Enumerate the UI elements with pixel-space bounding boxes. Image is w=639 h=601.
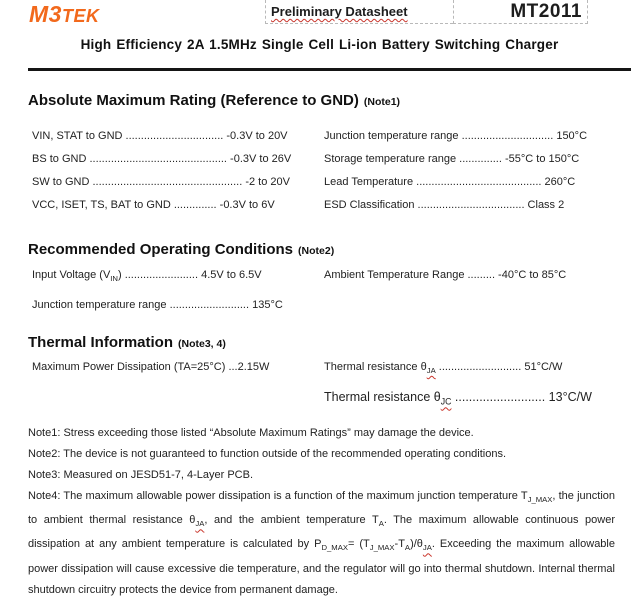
spec-line: Thermal resistance $\theta_{JA}$ ........................... 51°C/W xyxy=(324,361,563,376)
spec-line: ESD Classification ................................... Class 2 xyxy=(324,199,565,211)
spec-line: Input Voltage $(V_{IN})$ ........................ 4.5V to 6.5V xyxy=(32,269,262,284)
spec-column-right xyxy=(320,354,632,415)
section-heading-text: Thermal Information xyxy=(28,334,174,351)
spec-columns xyxy=(28,125,632,217)
note-4: Note4: The maximum allowable power dissipation is a function of the maximum junction temperature $T_{J\_MAX}$, the junction to ambient thermal resistance $\theta_{JA}$, and the ambient temperature $T_A$. The maximum allowable continuous power dissipation at any ambient temperature is calculated by $P_{D\_MAX}= (T_{J\_MAX}-T_A)/\theta_{JA}$. Exceeding the maximum allowable power dissipation will cause excessive die temperature, and the regulator will go into thermal shutdown. Internal thermal shutdown circuitry protects the device from permanent damage. xyxy=(28,490,615,596)
spec-column-left xyxy=(28,262,320,318)
note-reference: (Note3, 4) xyxy=(178,338,226,350)
section-heading-text: Absolute Maximum Rating (Reference to GND) xyxy=(28,92,359,109)
spec-line: Storage temperature range .............. -55°C to 150°C xyxy=(324,153,580,165)
spec-line: Thermal resistance $\theta_{JC}$ .......................... 13°C/W xyxy=(324,390,592,407)
section-recommended-operating-conditions xyxy=(28,241,632,318)
spec-columns xyxy=(28,354,632,415)
doc-type-cell xyxy=(265,0,453,24)
spec-line: Maximum Power Dissipation (TA=25°C) ...2.15W xyxy=(32,361,270,373)
header-divider xyxy=(28,68,631,71)
note-1: Note1: Stress exceeding those listed “Absolute Maximum Ratings” may damage the device. xyxy=(28,427,474,439)
brand-logo: M3TEK xyxy=(29,1,100,27)
note-reference: (Note1) xyxy=(363,96,401,108)
spec-column-left xyxy=(28,125,320,217)
spec-line: SW to GND ................................................. -2 to 20V xyxy=(32,176,290,188)
note-reference: (Note2) xyxy=(298,245,335,257)
spec-line: Junction temperature range .............................. 150°C xyxy=(324,130,588,142)
spec-column-right xyxy=(320,262,632,318)
part-number-cell xyxy=(453,0,588,24)
doc-type-label: Preliminary Datasheet xyxy=(271,4,408,19)
notes-block xyxy=(28,423,615,601)
spec-line: Junction temperature range .......................... 135°C xyxy=(32,299,283,312)
section-thermal-information xyxy=(28,334,632,415)
doc-title: High Efficiency 2A 1.5MHz Single Cell Li-ion Battery Switching Charger xyxy=(80,37,559,52)
spec-line: Lead Temperature ......................................... 260°C xyxy=(324,176,576,188)
section-heading xyxy=(28,241,632,260)
part-number: MT2011 xyxy=(510,0,582,22)
section-absolute-maximum-rating xyxy=(28,92,632,217)
note-2: Note2: The device is not guaranteed to function outside of the recommended operating conditions. xyxy=(28,448,506,460)
section-heading xyxy=(28,334,632,353)
spec-line: VCC, ISET, TS, BAT to GND .............. -0.3V to 6V xyxy=(32,199,275,211)
spec-column-right xyxy=(320,125,632,217)
spec-line: Ambient Temperature Range ......... -40°C to 85°C xyxy=(324,269,567,281)
spec-column-left xyxy=(28,354,320,415)
spec-line: VIN, STAT to GND ................................ -0.3V to 20V xyxy=(32,130,288,142)
spec-columns xyxy=(28,262,632,318)
spec-line: BS to GND ............................................. -0.3V to 26V xyxy=(32,153,292,165)
section-heading xyxy=(28,92,632,111)
note-3: Note3: Measured on JESD51-7, 4-Layer PCB. xyxy=(28,469,254,481)
section-heading-text: Recommended Operating Conditions xyxy=(28,241,294,258)
